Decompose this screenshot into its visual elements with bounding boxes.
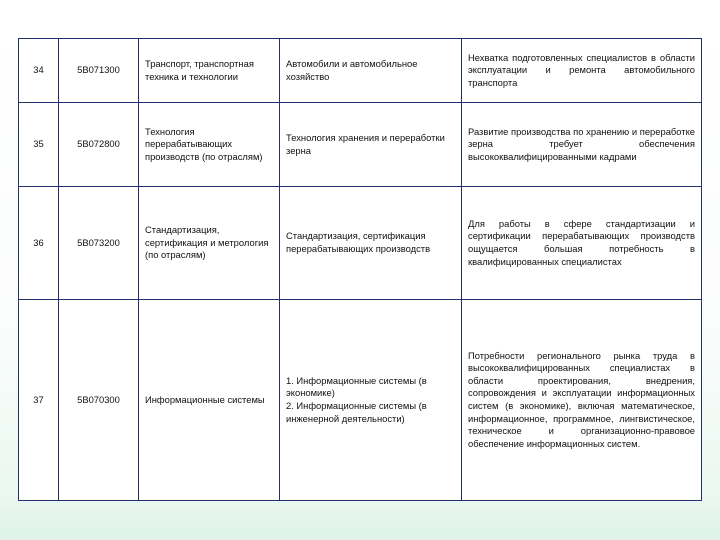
specialization: Стандартизация, сертификация перерабатывающих производств [280,187,462,300]
specialization-line: 2. Информационные системы (в инженерной деятельности) [286,400,427,424]
specialty-name: Технология перерабатывающих производств (по отраслям) [139,103,280,187]
need-description: Нехватка подготовленных специалистов в области эксплуатации и ремонта автомобильного транспорта [462,39,702,103]
specialty-name: Информационные системы [139,300,280,501]
table-row [19,39,702,103]
row-number: 36 [19,187,59,300]
table-row [19,187,702,300]
specialization: Технология хранения и переработки зерна [280,103,462,187]
specialty-code: 5В073200 [59,187,139,300]
specialization: Автомобили и автомобильное хозяйство [280,39,462,103]
table-row [19,103,702,187]
specialty-code: 5В070300 [59,300,139,501]
specialization-line: 1. Информационные системы (в экономике) [286,374,427,399]
slide-bottom-band [0,500,720,540]
row-number: 35 [19,103,59,187]
row-number: 34 [19,39,59,103]
need-description: Для работы в сфере стандартизации и сертификации перерабатывающих производств ощущается большая потребность в квалифицированных специалистах [462,187,702,300]
specialty-code: 5В071300 [59,39,139,103]
specialization [280,300,462,501]
need-description: Потребности регионального рынка труда в высококвалифицированных специалистах в области проектирования, внедрения, сопровождения и эксплуатации информационных систем (в экономике), включая математическое, информационное, программное, лингвистическое, техническое и организационно-правовое обеспечение информационных систем. [462,300,702,501]
row-number: 37 [19,300,59,501]
specialty-name: Стандартизация, сертификация и метрология (по отраслям) [139,187,280,300]
need-description: Развитие производства по хранению и переработке зерна требует обеспечения высококвалифицированными кадрами [462,103,702,187]
specialty-code: 5В072800 [59,103,139,187]
table-row [19,300,702,501]
specialty-name: Транспорт, транспортная техника и технологии [139,39,280,103]
specialties-table [18,38,702,501]
